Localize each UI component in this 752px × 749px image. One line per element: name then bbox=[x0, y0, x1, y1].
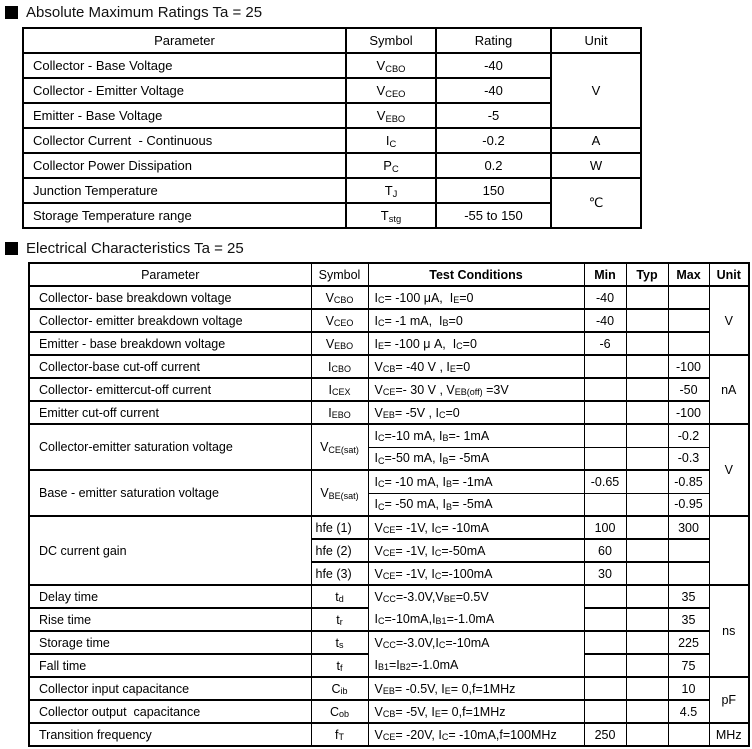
test-condition-line: I $_{B1}$ =I $_{B2}$ =-1.0mA bbox=[374, 658, 459, 672]
typ-cell bbox=[626, 677, 668, 700]
min-cell bbox=[584, 378, 626, 401]
parameter-cell: Collector- emitter breakdown voltage bbox=[29, 309, 311, 332]
max-cell: 300 bbox=[668, 516, 709, 539]
test-conditions-cell: $V_{CB}= -5V$, $I_E= 0,f=1MHz$ bbox=[368, 700, 584, 723]
typ-cell bbox=[626, 654, 668, 677]
typ-cell bbox=[626, 447, 668, 470]
col-header-test-conditions: Test Conditions bbox=[368, 263, 584, 286]
max-cell bbox=[668, 309, 709, 332]
table-row bbox=[23, 203, 641, 228]
max-cell: -100 bbox=[668, 401, 709, 424]
max-cell: -50 bbox=[668, 378, 709, 401]
unit-cell: ns bbox=[709, 585, 749, 677]
symbol-cell: $I_{CBO}$ bbox=[311, 355, 368, 378]
symbol-cell: $f_T$ bbox=[311, 723, 368, 746]
max-cell: -0.3 bbox=[668, 447, 709, 470]
max-cell: -0.95 bbox=[668, 493, 709, 516]
test-condition-line: V $_{CC}$ =-3.0V,V $_{BE}$ =0.5V bbox=[374, 590, 489, 604]
min-cell bbox=[584, 608, 626, 631]
test-conditions-cell: $V_{CE}= -1V$, $I_C= -10mA$ bbox=[368, 516, 584, 539]
unit-cell bbox=[709, 516, 749, 585]
symbol-cell: $V_{EBO}$ bbox=[346, 103, 436, 128]
unit-cell: W bbox=[551, 153, 641, 178]
col-header-min: Min bbox=[584, 263, 626, 286]
symbol-cell: $V_{CEO}$ bbox=[311, 309, 368, 332]
parameter-cell: Rise time bbox=[29, 608, 311, 631]
section-title-absolute-maximum-ratings bbox=[5, 3, 752, 22]
table-header-row bbox=[29, 263, 749, 286]
table-row bbox=[29, 470, 749, 493]
parameter-cell: Base - emitter saturation voltage bbox=[29, 470, 311, 516]
table-row bbox=[23, 103, 641, 128]
rating-cell: -55 to 150 bbox=[436, 203, 551, 228]
parameter-cell: Collector input capacitance bbox=[29, 677, 311, 700]
unit-cell: V bbox=[709, 286, 749, 355]
min-cell bbox=[584, 355, 626, 378]
symbol-cell: hfe (2) bbox=[311, 539, 368, 562]
section-bullet-icon bbox=[5, 242, 18, 255]
section-bullet-icon bbox=[5, 6, 18, 19]
parameter-cell: Collector Current - Continuous bbox=[23, 128, 346, 153]
parameter-cell: Collector Power Dissipation bbox=[23, 153, 346, 178]
max-cell bbox=[668, 723, 709, 746]
min-cell: -40 bbox=[584, 286, 626, 309]
parameter-cell: Storage Temperature range bbox=[23, 203, 346, 228]
parameter-cell: Storage time bbox=[29, 631, 311, 654]
min-cell: -0.65 bbox=[584, 470, 626, 493]
table-row bbox=[23, 178, 641, 203]
rating-cell: 0.2 bbox=[436, 153, 551, 178]
min-cell bbox=[584, 401, 626, 424]
min-cell: 100 bbox=[584, 516, 626, 539]
test-conditions-cell: $I_C= -1$ mA, $I_B=0$ bbox=[368, 309, 584, 332]
table-row bbox=[29, 401, 749, 424]
parameter-cell: Collector-emitter saturation voltage bbox=[29, 424, 311, 470]
col-header-unit: Unit bbox=[709, 263, 749, 286]
min-cell bbox=[584, 700, 626, 723]
section-title-electrical-characteristics bbox=[5, 239, 752, 258]
symbol-cell: $I_{EBO}$ bbox=[311, 401, 368, 424]
test-conditions-cell: $I_E= -100$ μ A, $I_C=0$ bbox=[368, 332, 584, 355]
typ-cell bbox=[626, 631, 668, 654]
typ-cell bbox=[626, 355, 668, 378]
max-cell: 10 bbox=[668, 677, 709, 700]
parameter-cell: Delay time bbox=[29, 585, 311, 608]
typ-cell bbox=[626, 608, 668, 631]
section-title-text: Electrical Characteristics Ta = 25 bbox=[26, 240, 244, 257]
col-header-parameter: Parameter bbox=[23, 28, 346, 53]
test-conditions-cell: $V_{CE}= -1V$, $I_C=-50mA$ bbox=[368, 539, 584, 562]
test-conditions-cell bbox=[368, 585, 584, 631]
table-row bbox=[29, 700, 749, 723]
test-conditions-cell: $I_C= -100$ μA, $I_E=0$ bbox=[368, 286, 584, 309]
symbol-cell: $V_{EBO}$ bbox=[311, 332, 368, 355]
parameter-cell: Emitter - base breakdown voltage bbox=[29, 332, 311, 355]
parameter-cell: Collector - Emitter Voltage bbox=[23, 78, 346, 103]
col-header-max: Max bbox=[668, 263, 709, 286]
symbol-cell: $V_{CEO}$ bbox=[346, 78, 436, 103]
test-condition-line: I $_C$ =-10mA,I $_{B1}$ =-1.0mA bbox=[374, 612, 495, 626]
symbol-cell: $P_C$ bbox=[346, 153, 436, 178]
table-row bbox=[29, 631, 749, 654]
typ-cell bbox=[626, 585, 668, 608]
symbol-cell: hfe (3) bbox=[311, 562, 368, 585]
parameter-cell: Fall time bbox=[29, 654, 311, 677]
table-row bbox=[29, 677, 749, 700]
test-conditions-cell: $V_{CB}= -40$ V , $I_E=0$ bbox=[368, 355, 584, 378]
symbol-cell: $I_{CEX}$ bbox=[311, 378, 368, 401]
max-cell: 4.5 bbox=[668, 700, 709, 723]
symbol-cell: $t_r$ bbox=[311, 608, 368, 631]
symbol-cell: $t_s$ bbox=[311, 631, 368, 654]
max-cell bbox=[668, 539, 709, 562]
unit-cell: pF bbox=[709, 677, 749, 723]
max-cell: -0.2 bbox=[668, 424, 709, 447]
test-conditions-cell: $V_{CE}=-$ 30 V , $V_{EB(off)} =3V$ bbox=[368, 378, 584, 401]
test-conditions-cell: $V_{CE}= -1V$, $I_C=-100mA$ bbox=[368, 562, 584, 585]
table-row bbox=[29, 378, 749, 401]
typ-cell bbox=[626, 309, 668, 332]
typ-cell bbox=[626, 700, 668, 723]
min-cell: -40 bbox=[584, 309, 626, 332]
absolute-maximum-ratings-table bbox=[22, 27, 642, 229]
typ-cell bbox=[626, 493, 668, 516]
rating-cell: 150 bbox=[436, 178, 551, 203]
test-conditions-cell: $I_C= -50$ mA, $I_B= -5mA$ bbox=[368, 493, 584, 516]
max-cell bbox=[668, 562, 709, 585]
typ-cell bbox=[626, 539, 668, 562]
typ-cell bbox=[626, 332, 668, 355]
min-cell bbox=[584, 654, 626, 677]
table-row bbox=[23, 128, 641, 153]
table-row bbox=[29, 516, 749, 539]
max-cell: -0.85 bbox=[668, 470, 709, 493]
symbol-cell: $I_C$ bbox=[346, 128, 436, 153]
rating-cell: -5 bbox=[436, 103, 551, 128]
parameter-cell: Emitter cut-off current bbox=[29, 401, 311, 424]
symbol-cell: $V_{CBO}$ bbox=[311, 286, 368, 309]
max-cell: 225 bbox=[668, 631, 709, 654]
min-cell bbox=[584, 585, 626, 608]
typ-cell bbox=[626, 286, 668, 309]
typ-cell bbox=[626, 401, 668, 424]
table-row bbox=[29, 355, 749, 378]
typ-cell bbox=[626, 516, 668, 539]
min-cell: 250 bbox=[584, 723, 626, 746]
col-header-symbol: Symbol bbox=[311, 263, 368, 286]
test-conditions-cell: $I_C= -10$ mA, $I_B= -1mA$ bbox=[368, 470, 584, 493]
symbol-cell: $T_{stg}$ bbox=[346, 203, 436, 228]
symbol-cell: $C_{ib}$ bbox=[311, 677, 368, 700]
typ-cell bbox=[626, 723, 668, 746]
typ-cell bbox=[626, 562, 668, 585]
min-cell: 60 bbox=[584, 539, 626, 562]
typ-cell bbox=[626, 378, 668, 401]
col-header-typ: Typ bbox=[626, 263, 668, 286]
parameter-cell: Collector - Base Voltage bbox=[23, 53, 346, 78]
test-conditions-cell: $V_{EB}= -0.5V$, $I_E= 0,f=1MHz$ bbox=[368, 677, 584, 700]
max-cell: 35 bbox=[668, 608, 709, 631]
parameter-cell: Collector- base breakdown voltage bbox=[29, 286, 311, 309]
max-cell bbox=[668, 332, 709, 355]
test-conditions-cell: $V_{EB}= -5V$ , $I_C=0$ bbox=[368, 401, 584, 424]
symbol-cell: $V_{BE(sat)}$ bbox=[311, 470, 368, 516]
symbol-cell: $V_{CBO}$ bbox=[346, 53, 436, 78]
electrical-characteristics-table bbox=[28, 262, 750, 747]
unit-cell: V bbox=[551, 53, 641, 128]
min-cell bbox=[584, 493, 626, 516]
typ-cell bbox=[626, 424, 668, 447]
test-conditions-cell bbox=[368, 631, 584, 677]
section-title-text: Absolute Maximum Ratings Ta = 25 bbox=[26, 4, 263, 21]
table-row bbox=[23, 153, 641, 178]
min-cell bbox=[584, 631, 626, 654]
rating-cell: -40 bbox=[436, 78, 551, 103]
col-header-rating: Rating bbox=[436, 28, 551, 53]
table-row bbox=[29, 309, 749, 332]
test-conditions-cell: $V_{CE}= -20V$, $I_C= -10mA,f=100MHz$ bbox=[368, 723, 584, 746]
parameter-cell: Transition frequency bbox=[29, 723, 311, 746]
rating-cell: -0.2 bbox=[436, 128, 551, 153]
max-cell bbox=[668, 286, 709, 309]
min-cell: 30 bbox=[584, 562, 626, 585]
table-row bbox=[29, 332, 749, 355]
table-row bbox=[29, 585, 749, 608]
symbol-cell: $C_{ob}$ bbox=[311, 700, 368, 723]
max-cell: -100 bbox=[668, 355, 709, 378]
parameter-cell: Collector-base cut-off current bbox=[29, 355, 311, 378]
symbol-cell: $T_J$ bbox=[346, 178, 436, 203]
min-cell bbox=[584, 677, 626, 700]
rating-cell: -40 bbox=[436, 53, 551, 78]
max-cell: 35 bbox=[668, 585, 709, 608]
table-header-row bbox=[23, 28, 641, 53]
unit-cell: nA bbox=[709, 355, 749, 424]
parameter-cell: Junction Temperature bbox=[23, 178, 346, 203]
min-cell bbox=[584, 424, 626, 447]
table-row bbox=[29, 286, 749, 309]
test-condition-line: V $_{CC}$ =-3.0V,I $_C$ =-10mA bbox=[374, 636, 490, 650]
test-conditions-cell: $I_C=-10$ mA, $I_B=-$ 1mA bbox=[368, 424, 584, 447]
parameter-cell: Emitter - Base Voltage bbox=[23, 103, 346, 128]
parameter-cell: DC current gain bbox=[29, 516, 311, 585]
col-header-unit: Unit bbox=[551, 28, 641, 53]
col-header-symbol: Symbol bbox=[346, 28, 436, 53]
unit-cell: A bbox=[551, 128, 641, 153]
unit-cell: V bbox=[709, 424, 749, 516]
unit-cell: ℃ bbox=[551, 178, 641, 228]
table-row bbox=[29, 723, 749, 746]
symbol-cell: $V_{CE(sat)}$ bbox=[311, 424, 368, 470]
table-row bbox=[23, 78, 641, 103]
parameter-cell: Collector output capacitance bbox=[29, 700, 311, 723]
min-cell: -6 bbox=[584, 332, 626, 355]
parameter-cell: Collector- emittercut-off current bbox=[29, 378, 311, 401]
test-conditions-cell: $I_C=-50$ mA, $I_B= -5mA$ bbox=[368, 447, 584, 470]
symbol-cell: hfe (1) bbox=[311, 516, 368, 539]
typ-cell bbox=[626, 470, 668, 493]
unit-cell: MHz bbox=[709, 723, 749, 746]
max-cell: 75 bbox=[668, 654, 709, 677]
symbol-cell: $t_f$ bbox=[311, 654, 368, 677]
table-row bbox=[29, 424, 749, 447]
table-row bbox=[23, 53, 641, 78]
col-header-parameter: Parameter bbox=[29, 263, 311, 286]
symbol-cell: $t_d$ bbox=[311, 585, 368, 608]
min-cell bbox=[584, 447, 626, 470]
